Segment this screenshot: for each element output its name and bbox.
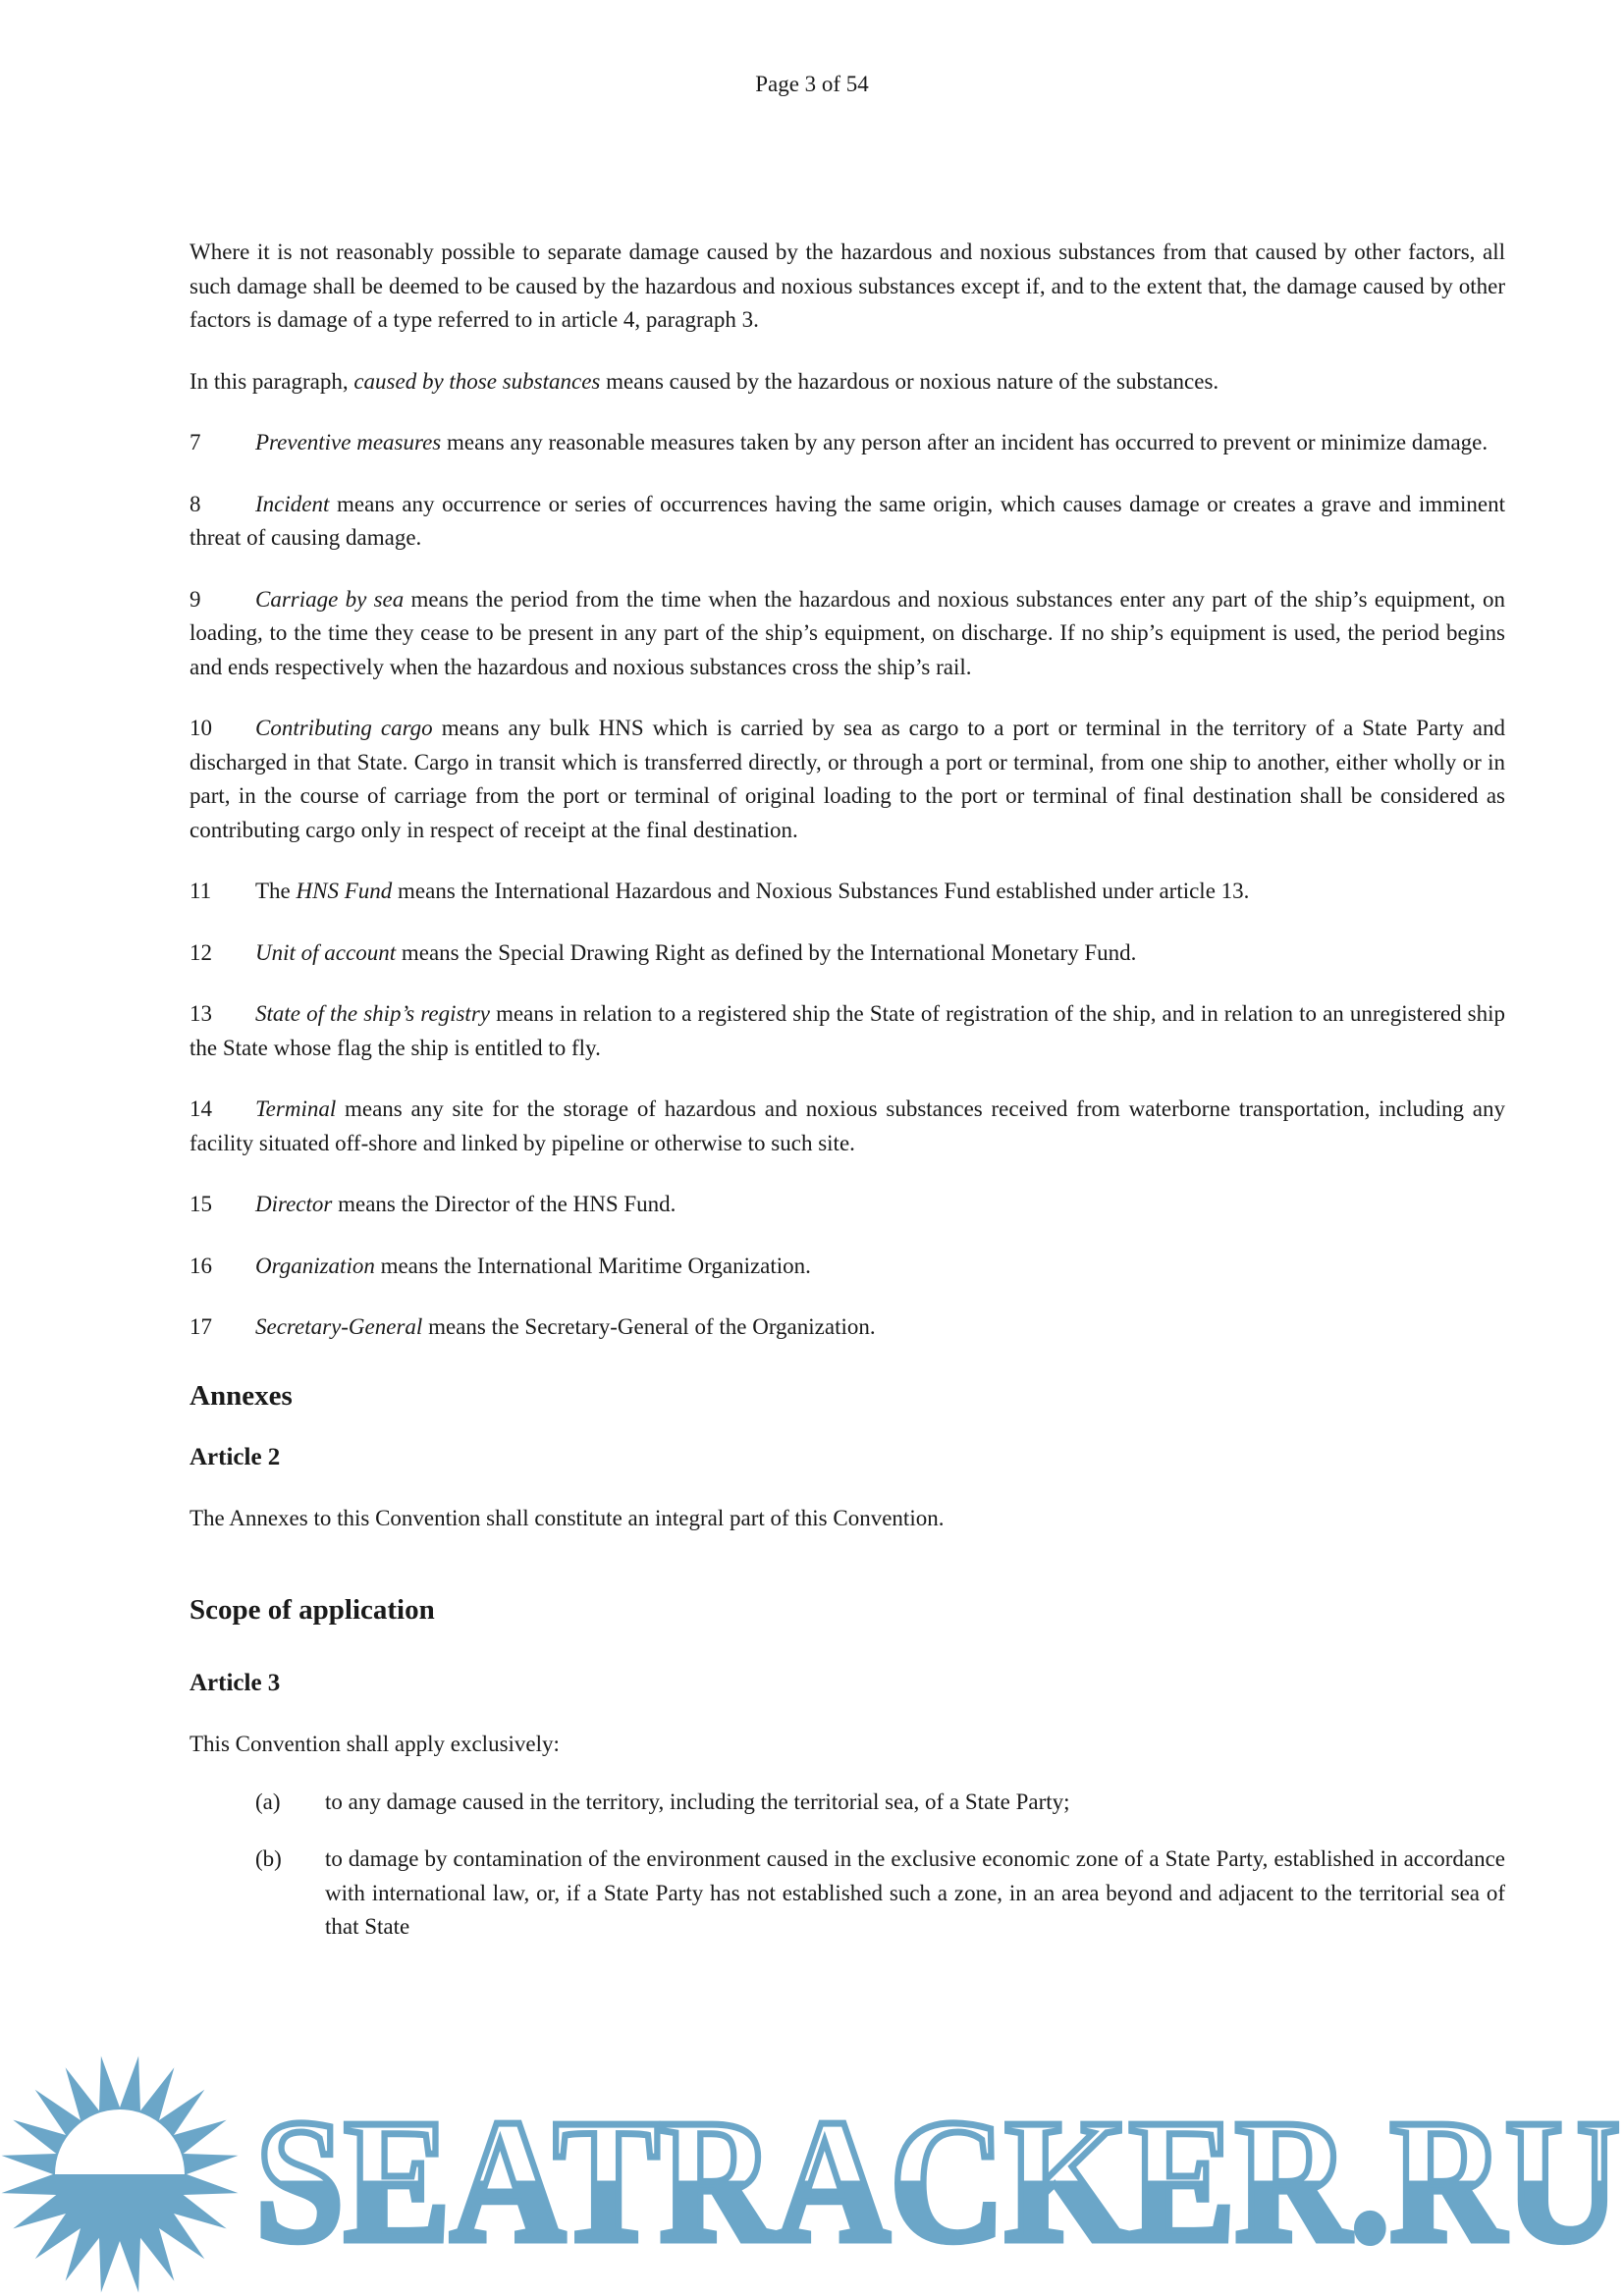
article-3-intro: This Convention shall apply exclusively: — [189, 1732, 560, 1756]
list-item-text: to any damage caused in the territory, including the territorial sea, of a State Party; — [325, 1789, 1070, 1814]
definition-item — [189, 936, 1505, 971]
definition-number: 14 — [189, 1096, 212, 1121]
definition-number: 12 — [189, 939, 212, 965]
text-run: Where it is not reasonably possible to separate damage caused by the hazardous and noxious substances from that caused by other factors, all such damage shall be deemed to be caused by the hazardous and noxious substances except if, and to the extent that, the damage caused by other factors is damage of a type referred to in article 4, paragraph 3. — [189, 240, 1505, 332]
text-run: means any reasonable measures taken by any person after an incident has occurred to prevent or minimize damage. — [441, 430, 1489, 454]
defined-term: caused by those substances — [353, 368, 601, 394]
lettered-list-item — [255, 1786, 1505, 1820]
text-run: means any bulk HNS which is carried by sea as cargo to a port or terminal in the territory of a State Party and discharged in that State. Cargo in transit which is transferred directly, or through a port or terminal, from one ship to another, either wholly or in part, in the course of carriage from the port or terminal of original loading to the port or terminal of final destination shall be considered as contributing cargo only in respect of receipt at the final destination. — [189, 716, 1505, 842]
paragraph — [189, 365, 1505, 400]
seatracker-watermark — [0, 2051, 1624, 2296]
text-run: means the International Hazardous and Noxious Substances Fund established under article 13. — [392, 879, 1250, 903]
document-content — [189, 236, 1505, 1945]
definition-number: 10 — [189, 716, 212, 740]
defined-term: Incident — [255, 491, 330, 516]
definition-item — [189, 1250, 1505, 1284]
defined-term: Director — [255, 1192, 333, 1216]
lettered-list-item — [255, 1842, 1505, 1945]
definition-number: 11 — [189, 879, 212, 903]
definitions-list — [189, 426, 1505, 1345]
definition-item — [189, 426, 1505, 460]
watermark-text: SEATRACKER.RU — [255, 2083, 1620, 2278]
definition-item — [189, 997, 1505, 1065]
definition-item — [189, 712, 1505, 847]
definition-item — [189, 875, 1505, 909]
definition-number: 7 — [189, 430, 201, 454]
text-run: means the Director of the HNS Fund. — [332, 1192, 677, 1216]
text-run: means the Special Drawing Right as defined by the International Monetary Fund. — [396, 939, 1137, 965]
article-2-body: The Annexes to this Convention shall constitute an integral part of this Convention. — [189, 1505, 945, 1530]
definition-item — [189, 1188, 1505, 1222]
article-3-items — [189, 1786, 1505, 1945]
text-run: means the International Maritime Organization. — [374, 1253, 811, 1278]
scope-of-application-heading: Scope of application — [189, 1594, 435, 1626]
text-run: In this paragraph, — [189, 368, 354, 394]
defined-term: Organization — [255, 1253, 375, 1278]
definition-number: 17 — [189, 1314, 212, 1339]
definition-item — [189, 583, 1505, 685]
definition-number: 8 — [189, 491, 201, 516]
definition-number: 13 — [189, 1001, 212, 1026]
text-run: means any occurrence or series of occurrences having the same origin, which causes damage or creates a grave and imminent threat of causing damage. — [189, 491, 1505, 550]
paragraph — [189, 236, 1505, 338]
text-run: means any site for the storage of hazardous and noxious substances received from waterborne transportation, including any facility situated off-shore and linked by pipeline or otherwise to such site. — [189, 1096, 1505, 1155]
defined-term: HNS Fund — [296, 879, 393, 903]
intro-paragraphs — [189, 236, 1505, 399]
defined-term: Unit of account — [255, 939, 397, 965]
text-run: means in relation to a registered ship the State of registration of the ship, and in relation to an unregistered ship the State whose flag the ship is entitled to fly. — [189, 1001, 1505, 1060]
defined-term: Preventive measures — [255, 430, 442, 454]
list-item-text: to damage by contamination of the environment caused in the exclusive economic zone of a State Party, established in accordance with international law, or, if a State Party has not established such a zone, in an area beyond and adjacent to the territorial sea of that State — [325, 1846, 1505, 1939]
text-run: means the period from the time when the hazardous and noxious substances enter any part of the ship’s equipment, on loading, to the time they cease to be present in any part of the ship’s equipment, on discharge. If no ship’s equipment is used, the period begins and ends respectively when the hazardous and noxious substances cross the ship’s rail. — [189, 586, 1505, 679]
article-3-title: Article 3 — [189, 1670, 281, 1696]
definition-item — [189, 1093, 1505, 1160]
text-run: means caused by the hazardous or noxious nature of the substances. — [600, 368, 1219, 394]
defined-term: Carriage by sea — [255, 586, 405, 612]
list-item-label: (b) — [255, 1846, 282, 1871]
defined-term: Contributing cargo — [255, 716, 433, 740]
page-number-header: Page 3 of 54 — [755, 72, 869, 96]
text-run: The — [255, 879, 297, 903]
definition-number: 9 — [189, 586, 201, 612]
definition-item — [189, 1310, 1505, 1345]
defined-term: Secretary-General — [255, 1314, 423, 1339]
definition-number: 15 — [189, 1192, 212, 1216]
article-2-title: Article 2 — [189, 1443, 281, 1470]
defined-term: Terminal — [255, 1096, 337, 1121]
defined-term: State of the ship’s registry — [255, 1001, 490, 1026]
text-run: means the Secretary-General of the Organization. — [422, 1314, 876, 1339]
definition-item — [189, 488, 1505, 556]
list-item-label: (a) — [255, 1789, 281, 1814]
annexes-heading: Annexes — [189, 1379, 293, 1412]
definition-number: 16 — [189, 1253, 212, 1278]
